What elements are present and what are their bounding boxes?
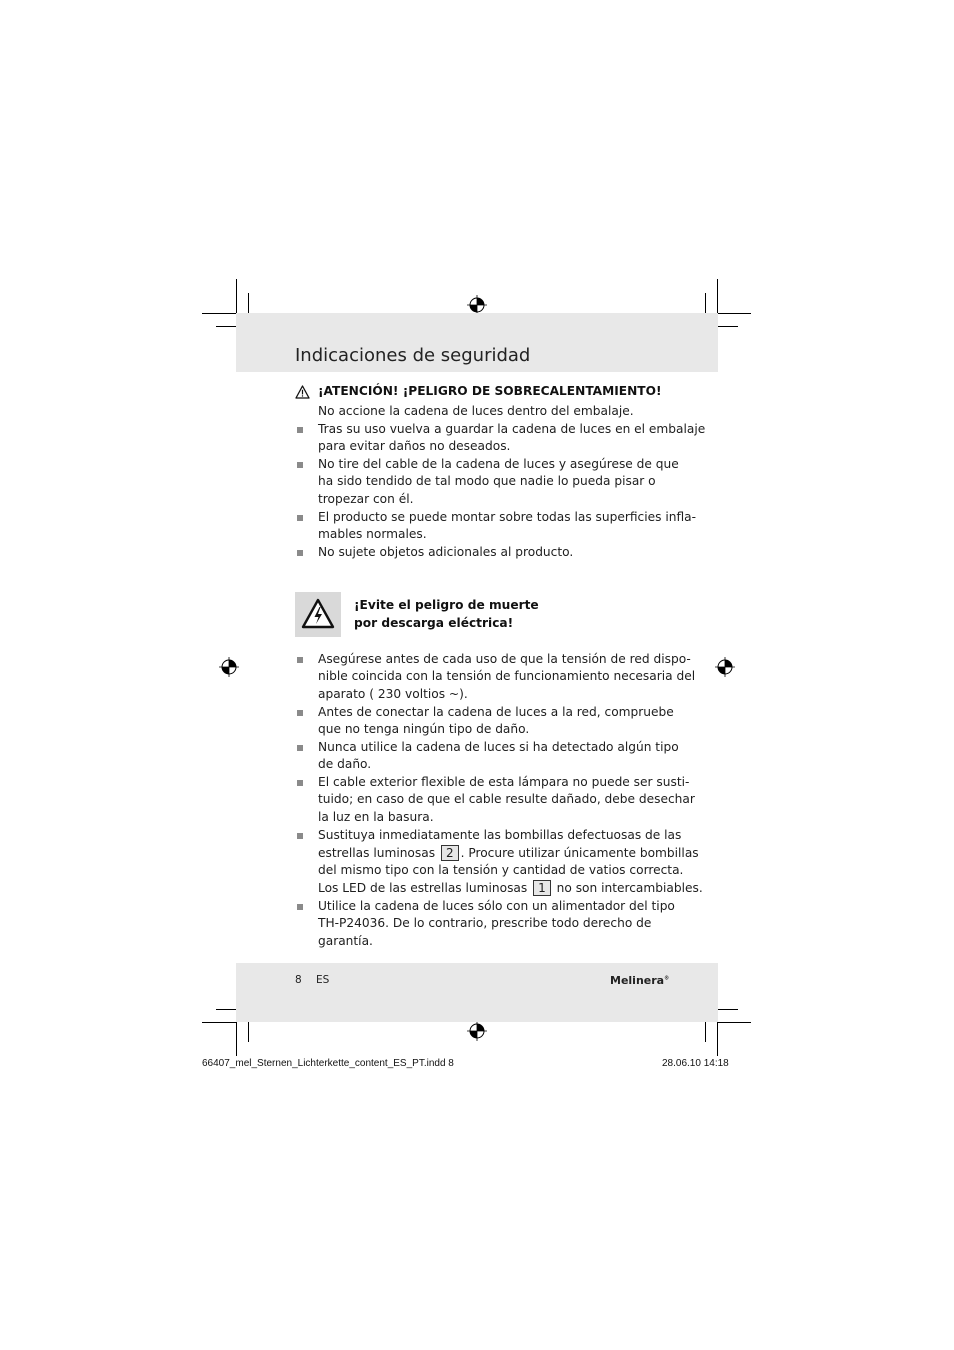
list-item: Sustituya inmediatamente las bombillas defectuosas de las	[318, 828, 682, 842]
list-item	[318, 845, 699, 863]
page-title: Indicaciones de seguridad	[295, 345, 531, 366]
list-item: de daño.	[318, 757, 372, 771]
registration-mark-bottom-icon	[467, 1021, 487, 1041]
list-item: mables normales.	[318, 527, 427, 541]
list-item: nible coincida con la tensión de funcionamiento necesaria del	[318, 669, 696, 683]
shock-heading-line2: por descarga eléctrica!	[354, 616, 514, 630]
bullet-icon	[297, 904, 303, 910]
registration-mark-right-icon	[715, 657, 735, 677]
page-number: 8	[295, 974, 302, 986]
list-item: No tire del cable de la cadena de luces y asegúrese de que	[318, 457, 679, 471]
reference-number-box: 2	[441, 845, 459, 861]
list-item: garantía.	[318, 934, 373, 948]
list-item: que no tenga ningún tipo de daño.	[318, 722, 530, 736]
text-fragment: . Procure utilizar únicamente bombillas	[460, 846, 699, 860]
bullet-icon	[297, 745, 303, 751]
bullet-icon	[297, 515, 303, 521]
overheat-intro: No accione la cadena de luces dentro del embalaje.	[318, 404, 634, 418]
registration-mark-top-icon	[467, 295, 487, 315]
bullet-icon	[297, 657, 303, 663]
list-item: la luz en la basura.	[318, 810, 434, 824]
text-fragment: no son intercambiables.	[556, 881, 703, 895]
text-fragment: Los LED de las estrellas luminosas	[318, 881, 528, 895]
electric-shock-icon-box	[295, 592, 341, 637]
list-item: El producto se puede montar sobre todas las superficies infla-	[318, 510, 696, 524]
reference-number-box: 1	[533, 880, 551, 896]
list-item: tuido; en caso de que el cable resulte dañado, debe desechar	[318, 792, 695, 806]
registration-mark-left-icon	[219, 657, 239, 677]
list-item: aparato ( 230 voltios ~).	[318, 687, 468, 701]
footer-band	[236, 963, 718, 1022]
list-item: tropezar con él.	[318, 492, 414, 506]
list-item: del mismo tipo con la tensión y cantidad de vatios correcta.	[318, 863, 684, 877]
list-item: para evitar daños no deseados.	[318, 439, 511, 453]
list-item: El cable exterior flexible de esta lámpara no puede ser susti-	[318, 775, 690, 789]
list-item: No sujete objetos adicionales al producto.	[318, 545, 574, 559]
slug-filename: 66407_mel_Sternen_Lichterkette_content_ES_PT.indd 8	[202, 1058, 454, 1069]
text-fragment: estrellas luminosas	[318, 846, 436, 860]
bullet-icon	[297, 427, 303, 433]
list-item: TH-P24036. De lo contrario, prescribe todo derecho de	[318, 916, 652, 930]
list-item: Asegúrese antes de cada uso de que la tensión de red dispo-	[318, 652, 691, 666]
list-item	[318, 880, 703, 898]
bullet-icon	[297, 780, 303, 786]
list-item: Nunca utilice la cadena de luces si ha detectado algún tipo	[318, 740, 679, 754]
language-code: ES	[316, 974, 330, 986]
list-item: ha sido tendido de tal modo que nadie lo pueda pisar o	[318, 474, 656, 488]
bullet-icon	[297, 462, 303, 468]
brand-logo: Melinera®	[610, 974, 670, 987]
overheat-heading: ¡ATENCIÓN! ¡PELIGRO DE SOBRECALENTAMIENTO!	[318, 384, 662, 398]
warning-triangle-icon	[295, 385, 310, 399]
slug-datetime: 28.06.10 14:18	[662, 1058, 729, 1069]
list-item: Tras su uso vuelva a guardar la cadena de luces en el embalaje	[318, 422, 706, 436]
list-item: Utilice la cadena de luces sólo con un alimentador del tipo	[318, 899, 675, 913]
bullet-icon	[297, 710, 303, 716]
shock-heading-line1: ¡Evite el peligro de muerte	[354, 598, 539, 612]
bullet-icon	[297, 833, 303, 839]
bullet-icon	[297, 550, 303, 556]
list-item: Antes de conectar la cadena de luces a la red, compruebe	[318, 705, 674, 719]
electric-shock-warning-icon	[295, 592, 341, 637]
